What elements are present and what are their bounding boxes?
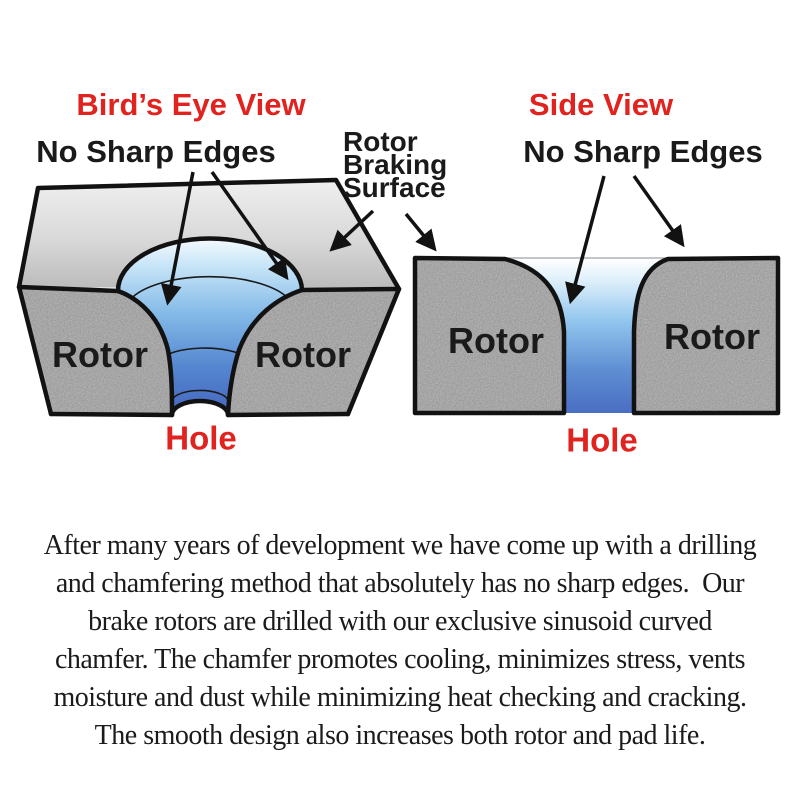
paragraph-line: and chamfering method that absolutely has no sharp edges. Our bbox=[55, 568, 745, 599]
paragraph-line: chamfer. The chamfer promotes cooling, minimizes stress, vents bbox=[54, 644, 746, 675]
paragraph-line: The smooth design also increases both rotor and pad life. bbox=[94, 720, 706, 751]
rotor-braking-surface-line1: Rotor bbox=[343, 126, 418, 157]
rotor-braking-surface-label bbox=[343, 126, 448, 203]
arrow-braking-surface-right bbox=[406, 214, 424, 236]
birds-eye-drawing bbox=[19, 180, 399, 415]
paragraph-line: brake rotors are drilled with our exclusive sinusoid curved bbox=[88, 606, 712, 637]
no-sharp-edges-label-side-view: No Sharp Edges bbox=[523, 134, 763, 169]
rotor-label-side-view-left: Rotor bbox=[448, 320, 544, 361]
no-sharp-edges-label-birds-eye: No Sharp Edges bbox=[36, 134, 276, 169]
rotor-braking-surface-line3: Surface bbox=[343, 172, 446, 203]
rotor-label-birds-eye-left: Rotor bbox=[52, 334, 148, 375]
rotor-label-side-view-right: Rotor bbox=[664, 316, 760, 357]
description-paragraph bbox=[0, 527, 800, 755]
hole-label-side-view: Hole bbox=[566, 421, 638, 459]
arrow-no-sharp-edges-sv-2 bbox=[634, 176, 673, 231]
birds-eye-title: Bird’s Eye View bbox=[76, 87, 306, 122]
side-view-title: Side View bbox=[528, 87, 674, 122]
paragraph-line: After many years of development we have come up with a drilling bbox=[43, 530, 757, 561]
paragraph-line: moisture and dust while minimizing heat checking and cracking. bbox=[53, 682, 747, 713]
rotor-braking-surface-line2: Braking bbox=[343, 149, 448, 180]
rotor-label-birds-eye-right: Rotor bbox=[255, 334, 351, 375]
hole-label-birds-eye: Hole bbox=[165, 419, 237, 457]
